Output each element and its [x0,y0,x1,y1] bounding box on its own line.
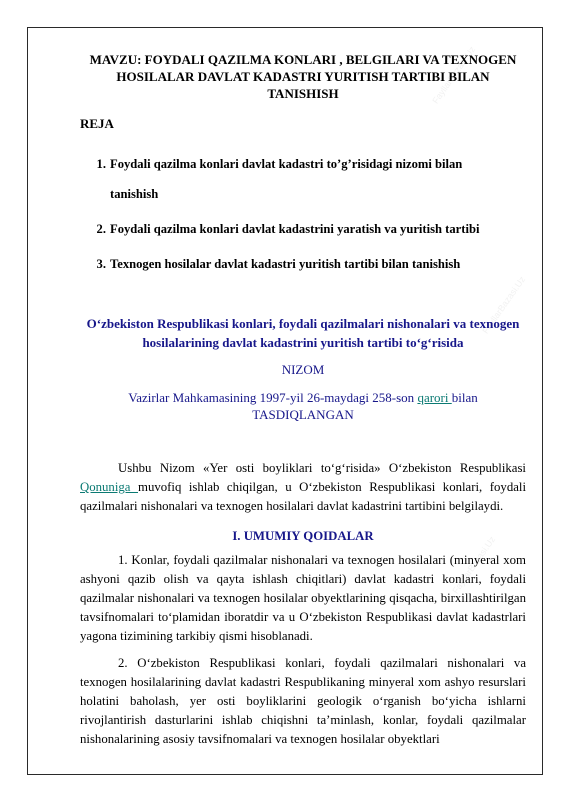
watermark: FayllarBazasi.Uz [480,274,528,336]
plan-item-text: Texnogen hosilalar davlat kadastri yuritish tartibi bilan tanishish [110,257,461,271]
plan-list [80,156,526,272]
plan-item-number: 2. [96,222,106,236]
plan-item-text: Foydali qazilma konlari davlat kadastrini yaratish va yuritish tartibi [110,222,480,236]
watermark: FayllarBazasi.Uz [450,534,498,596]
decree-link[interactable]: qarori [417,390,452,405]
plan-item [80,256,526,272]
plan-item [80,221,526,237]
body-paragraph: 2. O‘zbekiston Respublikasi konlari, foydali qazilmalari nishonalari va texnogen hosilalarining davlat kadastri Respublikaning minyeral xom ashyo resurslari holatini baholash, yer osti boyliklarini geologik o‘rganish bo‘yicha ishlarni rivojlantirish dasturlarini ishlab chiqishni ta’minlash, konlar, foydali qazilmalar nishonalarining asosiy tavsifnomalari va texnogen hosilalar obyektlari [80,656,526,746]
plan-item-line: tanishish [110,187,159,201]
document-content [80,51,526,749]
document-title: MAVZU: FOYDALI QAZILMA KONLARI , BELGILARI VA TEXNOGEN HOSILALAR DAVLAT KADASTRI YURITISH TARTIBI BILAN TANISHISH [89,52,517,101]
plan-item-number: 1. [96,157,106,171]
approval-text: bilan [451,390,478,405]
intro-text: Ushbu Nizom «Yer osti boyliklari to‘g‘risida» O‘zbekiston Respublikasi [118,461,526,475]
regulation-heading: O‘zbekiston Respublikasi konlari, foydali qazilmalari nishonalari va texnogen hosilalarining davlat kadastrini yuritish tartibi to‘g‘risida [86,316,520,350]
section-title: I. UMUMIY QOIDALAR [232,529,374,543]
approval-note [80,389,526,423]
approval-status: TASDIQLANGAN [252,407,354,422]
plan-item-line: Foydali qazilma konlari davlat kadastri to’g’risidagi nizomi bilan [110,157,463,171]
intro-text: muvofiq ishlab chiqilgan, u O‘zbekiston Respublikasi konlari, foydali qazilmalari nishonalari va texnogen hosilalari davlat kadastrini tartibini belgilaydi. [80,480,527,513]
law-link[interactable]: Qonuniga [80,480,138,494]
intro-paragraph [80,459,526,516]
plan-item-text [110,156,526,202]
plan-item [80,156,526,202]
regulation-label: NIZOM [281,362,325,377]
watermark: FayllarBazasi.Uz [430,44,478,106]
plan-heading: REJA [80,116,114,131]
body-paragraph: 1. Konlar, foydali qazilmalar nishonalari va texnogen hosilalari (minyeral xom ashyoni qazib olish va qayta ishlash chiqitlari) davlat kadastri konlari, foydali qazilmalar nishonalari va texnogen hosilalar obyektlarining qisqacha, birxillashtirilgan tavsifnomalari to‘plamidan iboratdir va u O‘zbekiston Respublikasi davlat kadastrlari yagona tizimining tarkibiy qismi hisoblanadi. [80,553,526,643]
plan-item-number: 3. [96,257,106,271]
approval-text: Vazirlar Mahkamasining 1997-yil 26-maydagi 258-son [128,390,418,405]
